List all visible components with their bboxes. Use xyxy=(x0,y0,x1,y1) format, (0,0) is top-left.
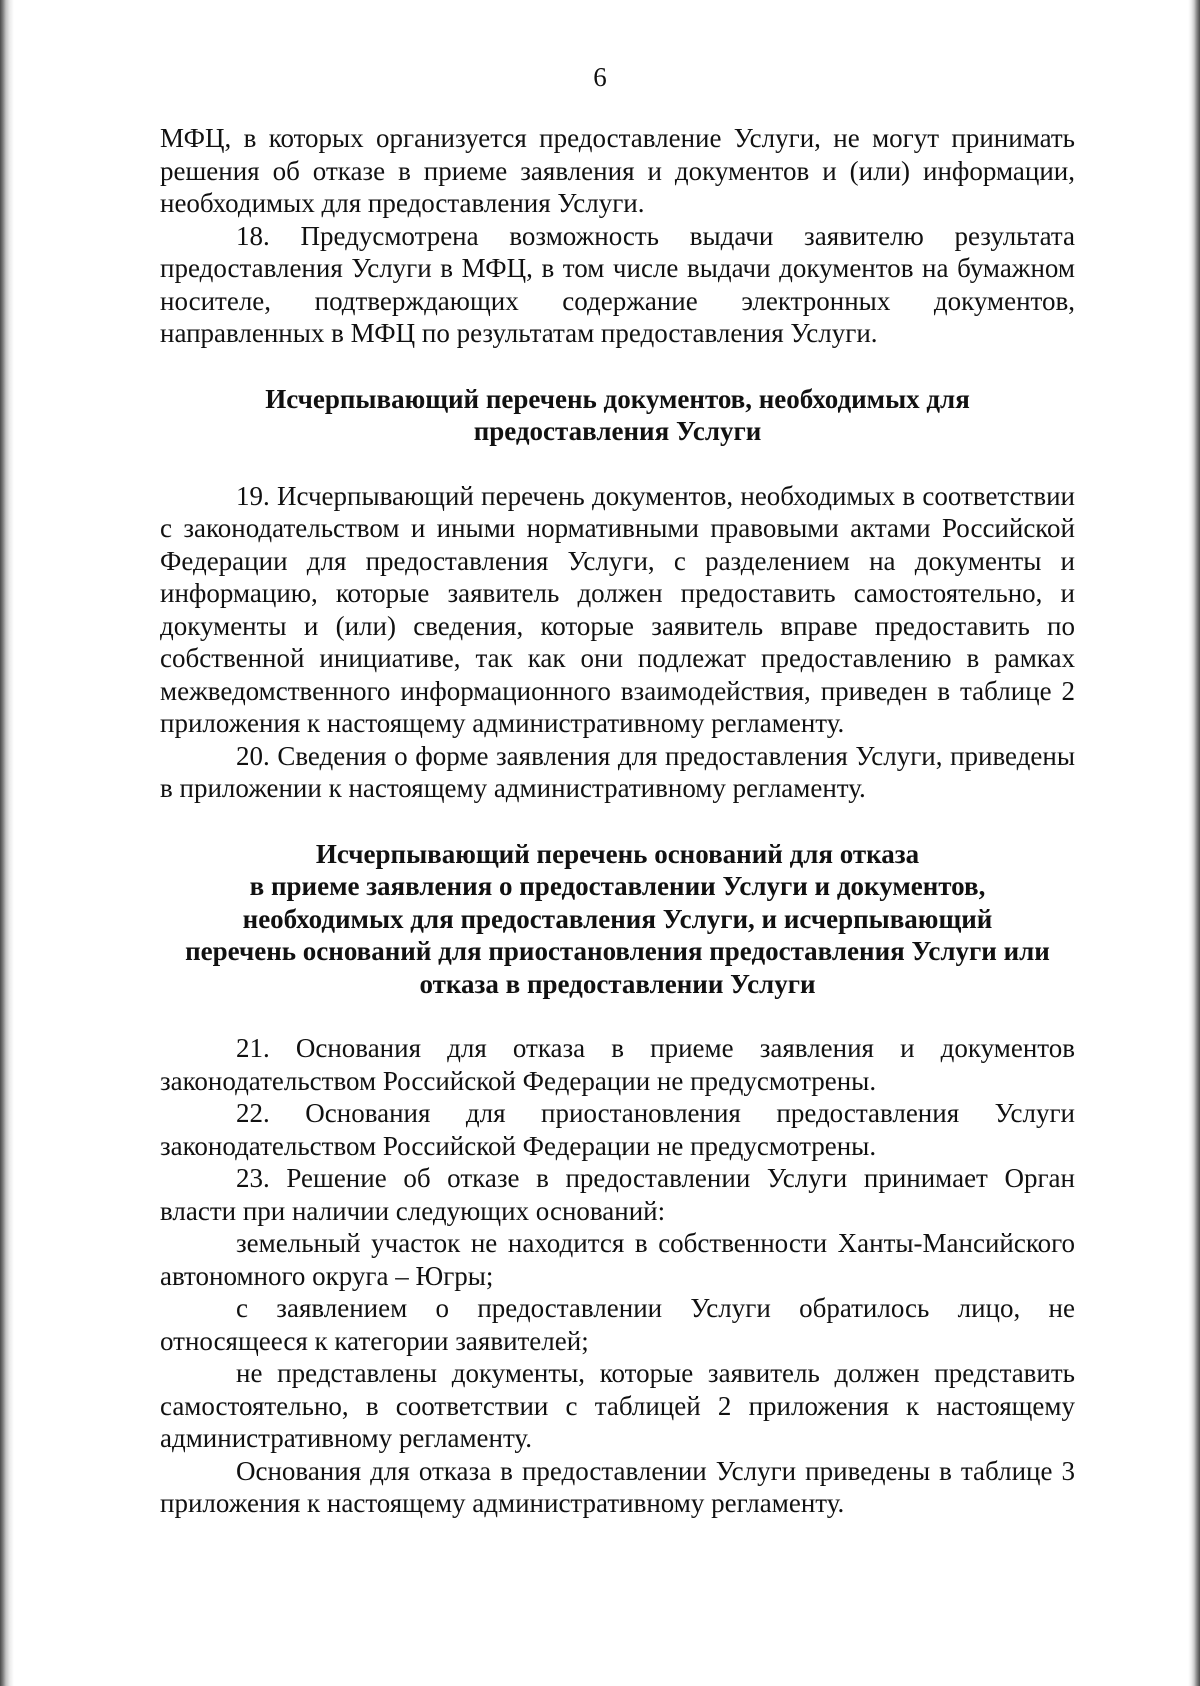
paragraph-19: 19. Исчерпывающий перечень документов, необходимых в соответствии с законодательством и иными нормативными правовыми актами Российской Федерации для предоставления Услуги, с разделением на документы и информацию, которые заявитель должен предоставить самостоятельно, и документы и (или) сведения, которые заявитель вправе предоставить по собственной инициативе, так как они подлежат предоставлению в рамках межведомственного информационного взаимодействия, приведен в таблице 2 приложения к настоящему административному регламенту. xyxy=(160,480,1075,738)
paragraph-21: 21. Основания для отказа в приеме заявления и документов законодательством Российской Федерации не предусмотрены. xyxy=(160,1033,1075,1096)
heading-line: Исчерпывающий перечень документов, необходимых для xyxy=(265,383,970,414)
scan-edge-left xyxy=(0,0,14,1686)
heading-line: необходимых для предоставления Услуги, и исчерпывающий xyxy=(242,903,993,934)
paragraph-23: 23. Решение об отказе в предоставлении Услуги принимает Орган власти при наличии следующих оснований: xyxy=(160,1163,1075,1226)
list-item-ground-documents: не представлены документы, которые заявитель должен представить самостоятельно, в соответствии с таблицей 2 приложения к настоящему административному регламенту. xyxy=(160,1358,1075,1453)
list-item-ground-land: земельный участок не находится в собственности Ханты-Мансийского автономного округа – Югры; xyxy=(160,1228,1075,1291)
paragraph-refusal-reference: Основания для отказа в предоставлении Услуги приведены в таблице 3 приложения к настоящему административному регламенту. xyxy=(160,1455,1075,1518)
section-heading-documents xyxy=(160,383,1075,448)
document-body xyxy=(160,122,1075,1520)
page-number: 6 xyxy=(593,62,607,92)
paragraph-20: 20. Сведения о форме заявления для предоставления Услуги, приведены в приложении к настоящему административному регламенту. xyxy=(160,740,1075,803)
heading-line: Исчерпывающий перечень оснований для отказа xyxy=(315,838,920,869)
heading-line: предоставления Услуги xyxy=(473,416,762,446)
heading-line: перечень оснований для приостановления предоставления Услуги или xyxy=(185,936,1050,966)
paragraph-mfc-continuation: МФЦ, в которых организуется предоставление Услуги, не могут принимать решения об отказе в приеме заявления и документов и (или) информации, необходимых для предоставления Услуги. xyxy=(160,123,1075,218)
heading-line: отказа в предоставлении Услуги xyxy=(419,968,816,999)
paragraph-18: 18. Предусмотрена возможность выдачи заявителю результата предоставления Услуги в МФЦ, в том числе выдачи документов на бумажном носителе, подтверждающих содержание электронных документов, направленных в МФЦ по результатам предоставления Услуги. xyxy=(160,220,1075,348)
paragraph-22: 22. Основания для приостановления предоставления Услуги законодательством Российской Федерации не предусмотрены. xyxy=(160,1098,1075,1161)
scan-edge-right xyxy=(1188,0,1200,1686)
section-heading-refusal-grounds xyxy=(160,838,1075,1001)
list-item-ground-applicant: с заявлением о предоставлении Услуги обратилось лицо, не относящееся к категории заявителей; xyxy=(160,1293,1075,1356)
heading-line: в приеме заявления о предоставлении Услуги и документов, xyxy=(249,871,986,901)
